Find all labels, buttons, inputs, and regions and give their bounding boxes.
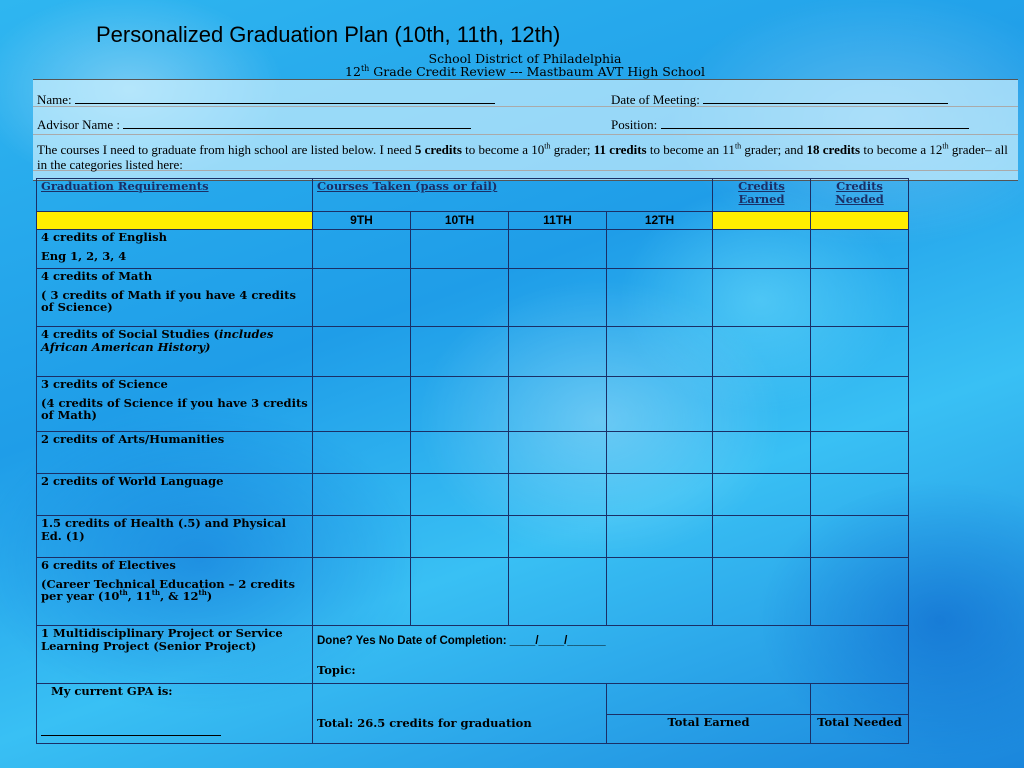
needed-cell[interactable] xyxy=(811,327,909,377)
course-cell[interactable] xyxy=(509,269,607,327)
project-completion[interactable] xyxy=(313,626,909,684)
course-cell[interactable] xyxy=(509,474,607,516)
course-cell[interactable] xyxy=(607,377,713,432)
needed-cell[interactable] xyxy=(811,516,909,558)
total-credits-label: Total: 26.5 credits for graduation xyxy=(317,715,532,730)
course-cell[interactable] xyxy=(411,230,509,269)
student-info-box xyxy=(33,79,1018,181)
review-grade-suffix: th xyxy=(360,64,370,73)
course-cell[interactable] xyxy=(607,230,713,269)
needed-cell[interactable] xyxy=(811,377,909,432)
gpa-label: My current GPA is: xyxy=(51,684,173,698)
table-row-gpa xyxy=(37,684,909,715)
graduation-requirements-table xyxy=(36,178,909,744)
course-cell[interactable] xyxy=(313,327,411,377)
req-language: 2 credits of World Language xyxy=(37,474,313,516)
position-label: Position: xyxy=(611,117,658,132)
course-cell[interactable] xyxy=(313,516,411,558)
credits-needed-header: Credits Needed xyxy=(811,179,909,212)
course-cell[interactable] xyxy=(509,558,607,626)
req-science: 3 credits of Science (4 credits of Science if you have 3 credits of Math) xyxy=(37,377,313,432)
position-field[interactable] xyxy=(611,117,969,133)
topic-label: Topic: xyxy=(317,662,356,677)
course-cell[interactable] xyxy=(313,558,411,626)
sup-th: th xyxy=(942,141,949,151)
course-cell[interactable] xyxy=(607,327,713,377)
yellow-cell xyxy=(713,212,811,230)
advisor-label: Advisor Name : xyxy=(37,117,121,132)
grade-9: 9TH xyxy=(313,212,411,230)
grade-12: 12TH xyxy=(607,212,713,230)
course-cell[interactable] xyxy=(313,377,411,432)
earned-cell[interactable] xyxy=(713,377,811,432)
total-earned-label: Total Earned xyxy=(607,715,811,744)
course-cell[interactable] xyxy=(607,432,713,474)
electives-detail: (Career Technical Education – 2 credits per year (10th, 11th, & 12th) xyxy=(41,576,295,603)
courses-text-3: grader; xyxy=(550,142,594,157)
header-row xyxy=(37,179,909,212)
needed-cell[interactable] xyxy=(811,269,909,327)
name-label: Name: xyxy=(37,92,72,107)
yellow-cell xyxy=(37,212,313,230)
earned-cell[interactable] xyxy=(713,230,811,269)
course-cell[interactable] xyxy=(411,269,509,327)
earned-cell[interactable] xyxy=(713,474,811,516)
courses-text-4: to become an 11 xyxy=(646,142,735,157)
courses-text-7: grader– all in the categories listed here: xyxy=(37,142,1008,172)
review-subtitle xyxy=(0,64,1024,79)
meeting-date-label: Date of Meeting: xyxy=(611,92,700,107)
courses-text-5: grader; and xyxy=(741,142,807,157)
table-row-electives xyxy=(37,558,909,626)
course-cell[interactable] xyxy=(607,516,713,558)
course-cell[interactable] xyxy=(313,474,411,516)
gpa-cell[interactable] xyxy=(37,684,313,744)
earned-cell[interactable] xyxy=(713,558,811,626)
gpa-blank[interactable] xyxy=(41,735,221,736)
course-cell[interactable] xyxy=(509,516,607,558)
courses-text-6: to become a 12 xyxy=(860,142,943,157)
course-cell[interactable] xyxy=(411,327,509,377)
grad-req-header: Graduation Requirements xyxy=(37,179,313,212)
review-grade: 12 xyxy=(345,64,361,80)
course-cell[interactable] xyxy=(411,377,509,432)
table-row-language xyxy=(37,474,909,516)
req-electives: 6 credits of Electives (Career Technical Education – 2 credits per year (10th, 11th, & 12th) xyxy=(37,558,313,626)
table-row-project xyxy=(37,626,909,684)
course-cell[interactable] xyxy=(411,516,509,558)
courses-instructions xyxy=(37,142,1017,172)
credits-earned-header: Credits Earned xyxy=(713,179,811,212)
grade-10: 10TH xyxy=(411,212,509,230)
req-project: 1 Multidisciplinary Project or Service Learning Project (Senior Project) xyxy=(37,626,313,684)
credits-11: 11 credits xyxy=(593,142,647,157)
req-health: 1.5 credits of Health (.5) and Physical Ed. (1) xyxy=(37,516,313,558)
req-math: 4 credits of Math ( 3 credits of Math if you have 4 credits of Science) xyxy=(37,269,313,327)
earned-cell[interactable] xyxy=(713,269,811,327)
req-social-studies: 4 credits of Social Studies (includes African American History) xyxy=(37,327,313,377)
course-cell[interactable] xyxy=(313,230,411,269)
advisor-field[interactable] xyxy=(37,117,471,133)
total-needed-value[interactable] xyxy=(811,684,909,715)
courses-text-1: The courses I need to graduate from high school are listed below. I need xyxy=(37,142,415,157)
needed-cell[interactable] xyxy=(811,230,909,269)
course-cell[interactable] xyxy=(509,432,607,474)
courses-text-2: to become a 10 xyxy=(461,142,545,157)
table-row-math xyxy=(37,269,909,327)
course-cell[interactable] xyxy=(313,432,411,474)
divider xyxy=(33,134,1018,135)
credits-18: 18 credits xyxy=(806,142,861,157)
total-credits-cell xyxy=(313,684,607,744)
done-line: Done? Yes No Date of Completion: ____/____/______ xyxy=(317,635,606,647)
name-field[interactable] xyxy=(37,92,495,108)
position-blank[interactable] xyxy=(661,118,969,129)
name-blank[interactable] xyxy=(75,93,495,104)
earned-cell[interactable] xyxy=(713,327,811,377)
review-text: Grade Credit Review --- Mastbaum AVT High School xyxy=(369,64,705,80)
needed-cell[interactable] xyxy=(811,558,909,626)
course-cell[interactable] xyxy=(411,432,509,474)
needed-cell[interactable] xyxy=(811,474,909,516)
grade-11: 11TH xyxy=(509,212,607,230)
table-row-english xyxy=(37,230,909,269)
credits-5: 5 credits xyxy=(414,142,462,157)
total-earned-value[interactable] xyxy=(607,684,811,715)
district-name: School District of Philadelphia xyxy=(428,51,622,66)
meeting-date-field[interactable] xyxy=(611,92,948,108)
grade-row xyxy=(37,212,909,230)
table-row-science xyxy=(37,377,909,432)
course-cell[interactable] xyxy=(607,269,713,327)
total-needed-label: Total Needed xyxy=(811,715,909,744)
courses-header: Courses Taken (pass or fail) xyxy=(313,179,713,212)
course-cell[interactable] xyxy=(607,558,713,626)
earned-cell[interactable] xyxy=(713,432,811,474)
needed-cell[interactable] xyxy=(811,432,909,474)
table-row-social-studies xyxy=(37,327,909,377)
table-row-health xyxy=(37,516,909,558)
earned-cell[interactable] xyxy=(713,516,811,558)
page-title: Personalized Graduation Plan (10th, 11th, 12th) xyxy=(96,22,561,47)
course-cell[interactable] xyxy=(313,269,411,327)
course-cell[interactable] xyxy=(509,327,607,377)
course-cell[interactable] xyxy=(509,230,607,269)
req-english: 4 credits of English Eng 1, 2, 3, 4 xyxy=(37,230,313,269)
course-cell[interactable] xyxy=(509,377,607,432)
table-row-arts xyxy=(37,432,909,474)
course-cell[interactable] xyxy=(607,474,713,516)
yellow-cell xyxy=(811,212,909,230)
course-cell[interactable] xyxy=(411,474,509,516)
advisor-blank[interactable] xyxy=(123,118,471,129)
meeting-date-blank[interactable] xyxy=(703,93,948,104)
sup-th: th xyxy=(544,141,551,151)
course-cell[interactable] xyxy=(411,558,509,626)
req-arts: 2 credits of Arts/Humanities xyxy=(37,432,313,474)
sup-th: th xyxy=(734,141,742,151)
